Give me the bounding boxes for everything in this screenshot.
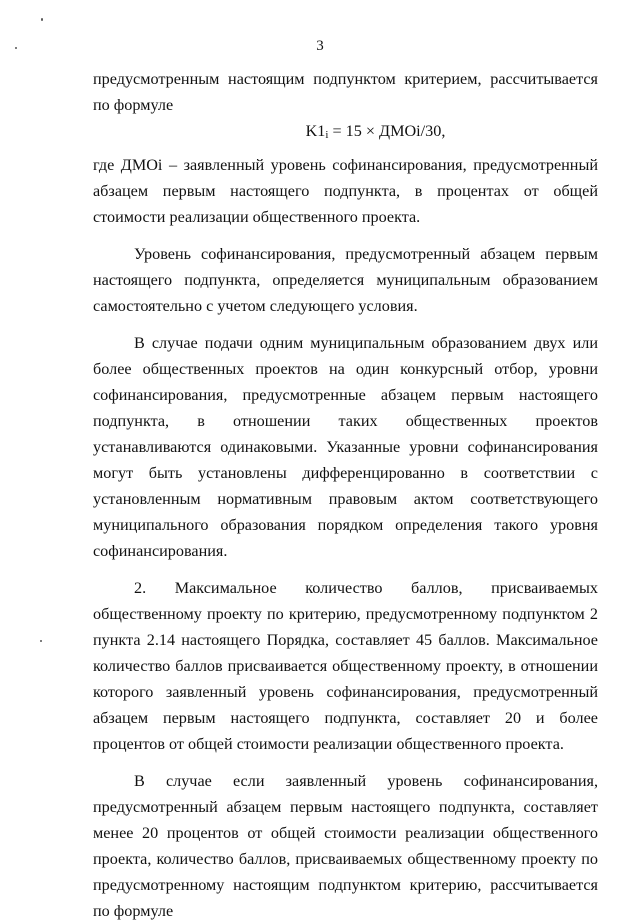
- paragraph-where: где ДМОi – заявленный уровень софинансирования, предусмотренный абзацем первым настоящего подпункта, в процентах от общей стоимости реализации общественного проекта.: [93, 156, 598, 226]
- paragraph-cofinancing-level: Уровень софинансирования, предусмотренный абзацем первым настоящего подпункта, определяется муниципальным образованием самостоятельно с учетом следующего условия.: [93, 245, 598, 315]
- document-body: [93, 66, 598, 924]
- formula-expression: = 15 × ДМОi/30,: [328, 122, 446, 140]
- page-number: 3: [316, 38, 324, 54]
- paragraph-less-than-20: В случае если заявленный уровень софинансирования, предусмотренный абзацем первым настоящего подпункта, составляет менее 20 процентов от общей стоимости реализации общественного проекта, количество баллов, присваиваемых общественному проекту по предусмотренному настоящим подпунктом критерию, рассчитывается по формуле: [93, 772, 598, 920]
- formula-subscript: i: [325, 129, 329, 141]
- paragraph-max-points: 2. Максимальное количество баллов, присваиваемых общественному проекту по критерию, предусмотренному подпунктом 2 пункта 2.14 настоящего Порядка, составляет 45 баллов. Максимальное количество баллов присваивается общественному проекту, в отношении которого заявленный уровень софинансирования, предусмотренный абзацем первым настоящего подпункта, составляет 20 и более процентов от общей стоимости реализации общественного проекта.: [93, 579, 598, 753]
- scan-speck: [41, 18, 43, 21]
- scan-speck: [40, 640, 42, 642]
- paragraph-intro: предусмотренным настоящим подпунктом критерием, рассчитывается по формуле: [93, 70, 598, 114]
- paragraph-multiple-projects: В случае подачи одним муниципальным образованием двух или более общественных проектов на один конкурсный отбор, уровни софинансирования, предусмотренные абзацем первым настоящего подпункта, в отношении таких общественных проектов устанавливаются одинаковыми. Указанные уровни софинансирования могут быть установлены дифференцированно в соответствии с установленным нормативным правовым актом соответствующего муниципального образования порядком определения такого уровня софинансирования.: [93, 334, 598, 560]
- formula-symbol: K1: [305, 122, 326, 140]
- formula-k1: [93, 118, 598, 148]
